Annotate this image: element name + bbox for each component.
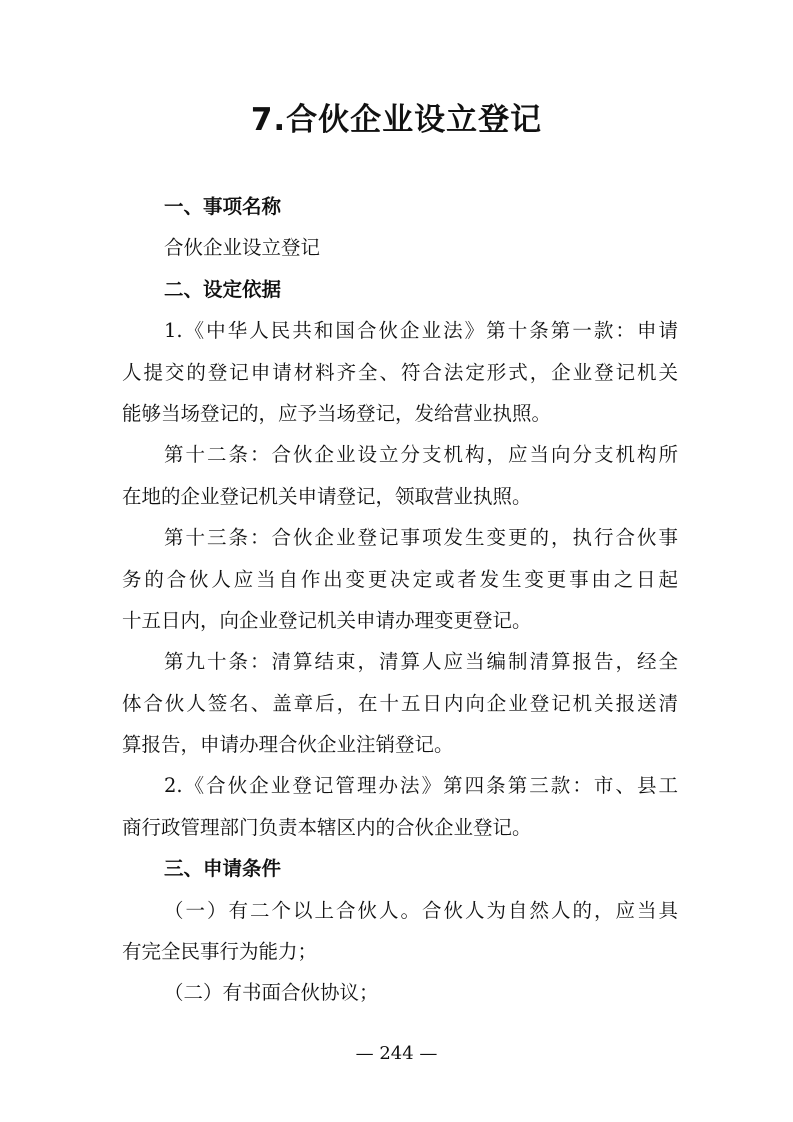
paragraph-line: 在地的企业登记机关申请登记，领取营业执照。 (122, 484, 532, 508)
item-name-text: 合伙企业设立登记 (164, 236, 321, 260)
document-body (122, 186, 678, 1014)
paragraph-line: 体合伙人签名、盖章后，在十五日内向企业登记机关报送清 (122, 691, 678, 715)
paragraph-line: 第十三条：合伙企业登记事项发生变更的，执行合伙事 (164, 526, 678, 550)
section-heading-legal-basis: 二、设定依据 (164, 277, 282, 301)
paragraph-line: （一）有二个以上合伙人。合伙人为自然人的，应当具 (164, 898, 678, 922)
section-heading-conditions: 三、申请条件 (164, 857, 282, 881)
paragraph-line: 2.《合伙企业登记管理办法》第四条第三款：市、县工 (164, 774, 678, 798)
paragraph-line: （二）有书面合伙协议； (164, 981, 379, 1005)
paragraph-line: 人提交的登记申请材料齐全、符合法定形式，企业登记机关 (122, 360, 678, 384)
paragraph-line: 十五日内，向企业登记机关申请办理变更登记。 (122, 608, 532, 632)
paragraph-line: 算报告，申请办理合伙企业注销登记。 (122, 733, 454, 757)
paragraph-line: 1.《中华人民共和国合伙企业法》第十条第一款：申请 (164, 319, 678, 343)
paragraph-line: 有完全民事行为能力； (122, 940, 318, 964)
page-number: — 244 — (355, 1043, 438, 1064)
page-title: 7.合伙企业设立登记 (250, 102, 543, 138)
paragraph-line: 能够当场登记的，应予当场登记，发给营业执照。 (122, 401, 552, 425)
paragraph-line: 第九十条：清算结束，清算人应当编制清算报告，经全 (164, 650, 678, 674)
paragraph-line: 商行政管理部门负责本辖区内的合伙企业登记。 (122, 815, 532, 839)
section-heading-item-name: 一、事项名称 (164, 195, 282, 218)
paragraph-line: 第十二条：合伙企业设立分支机构，应当向分支机构所 (164, 443, 678, 467)
paragraph-line: 务的合伙人应当自作出变更决定或者发生变更事由之日起 (122, 567, 678, 591)
